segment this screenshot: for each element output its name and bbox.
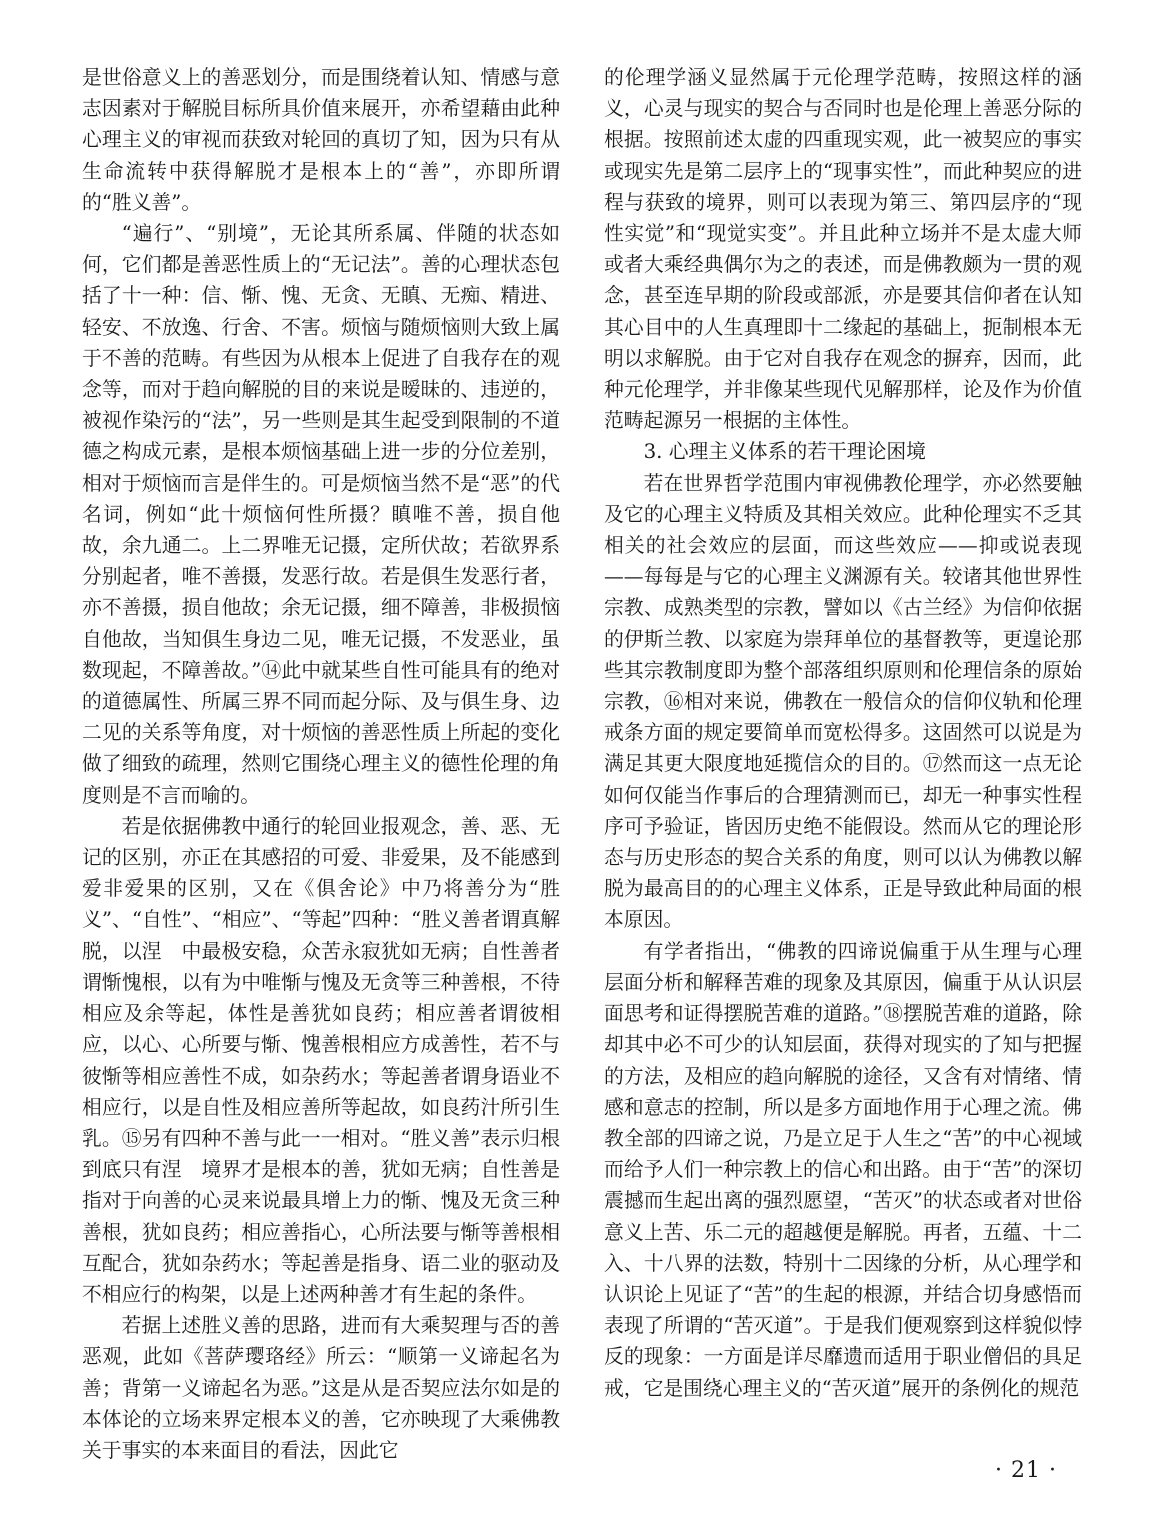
- right-column: [604, 62, 1082, 1404]
- paragraph: 若是依据佛教中通行的轮回业报观念，善、恶、无记的区别，亦正在其感招的可爱、非爱果，及不能感到爱非爱果的区别，又在《俱舍论》中乃将善分为“胜义”、“自性”、“相应”、“等起”四种：“胜义善者谓真解脱，以涅 中最极安稳，众苦永寂犹如无病；自性善者谓惭愧根，以有为中唯惭与愧及无贪等三种善根，不待相应及余等起，体性是善犹如良药；相应善者谓彼相应，以心、心所要与惭、愧善根相应方成善性，若不与彼惭等相应善性不成，如杂药水；等起善者谓身语业不相应行，以是自性及相应善所等起故，如良药汁所引生乳。⑮另有四种不善与此一一相对。“胜义善”表示归根到底只有涅 境界才是根本的善，犹如无病；自性善是指对于向善的心灵来说最具增上力的惭、愧及无贪三种善根，犹如良药；相应善指心，心所法要与惭等善根相互配合，犹如杂药水；等起善是指身、语二业的驱动及不相应行的构架，以是上述两种善才有生起的条件。: [82, 814, 560, 1306]
- section-heading: 3. 心理主义体系的若干理论困境: [643, 440, 926, 464]
- left-column: [82, 62, 560, 1466]
- paragraph: 的伦理学涵义显然属于元伦理学范畴，按照这样的涵义，心灵与现实的契合与否同时也是伦理上善恶分际的根据。按照前述太虚的四重现实观，此一被契应的事实或现实先是第二层序上的“现事实性”，而此种契应的进程与获致的境界，则可以表现为第三、第四层序的“现性实觉”和“现觉实变”。并且此种立场并不是太虚大师或者大乘经典偶尔为之的表述，而是佛教颇为一贯的观念，甚至连早期的阶段或部派，亦是要其信仰者在认知其心目中的人生真理即十二缘起的基础上，扼制根本无明以求解脱。由于它对自我存在观念的摒弃，因而，此种元伦理学，并非像某些现代见解那样，论及作为价值范畴起源另一根据的主体性。: [604, 66, 1082, 433]
- paragraph: 若据上述胜义善的思路，进而有大乘契理与否的善恶观，此如《菩萨璎珞经》所云：“顺第一义谛起名为善；背第一义谛起名为恶。”这是从是否契应法尔如是的本体论的立场来界定根本义的善，它亦映现了大乘佛教关于事实的本来面目的看法，因此它: [82, 1314, 560, 1462]
- paragraph: 若在世界哲学范围内审视佛教伦理学，亦必然要触及它的心理主义特质及其相关效应。此种伦理实不乏其相关的社会效应的层面，而这些效应——抑或说表现——每每是与它的心理主义渊源有关。较诸其他世界性宗教、成熟类型的宗教，譬如以《古兰经》为信仰依据的伊斯兰教、以家庭为崇拜单位的基督教等，更遑论那些其宗教制度即为整个部落组织原则和伦理信条的原始宗教，⑯相对来说，佛教在一般信众的信仰仪轨和伦理戒条方面的规定要简单而宽松得多。这固然可以说是为满足其更大限度地延揽信众的目的。⑰然而这一点无论如何仅能当作事后的合理猜测而已，却无一种事实性程序可予验证，皆因历史绝不能假设。然而从它的理论形态与历史形态的契合关系的角度，则可以认为佛教以解脱为最高目的的心理主义体系，正是导致此种局面的根本原因。: [604, 471, 1082, 932]
- paragraph: 有学者指出，“佛教的四谛说偏重于从生理与心理层面分析和解释苦难的现象及其原因，偏重于从认识层面思考和证得摆脱苦难的道路。”⑱摆脱苦难的道路，除却其中必不可少的认知层面，获得对现实的了知与把握的方法，及相应的趋向解脱的途径，又含有对情绪、情感和意志的控制，所以是多方面地作用于心理之流。佛教全部的四谛之说，乃是立足于人生之“苦”的中心视域而给予人们一种宗教上的信心和出路。由于“苦”的深切震撼而生起出离的强烈愿望，“苦灭”的状态或者对世俗意义上苦、乐二元的超越便是解脱。再者，五蕴、十二入、十八界的法数，特别十二因缘的分析，从心理学和认识论上见证了“苦”的生起的根源，并结合切身感悟而表现了所谓的“苦灭道”。于是我们便观察到这样貌似悖反的现象：一方面是详尽靡遗而适用于职业僧侣的具足戒，它是围绕心理主义的“苦灭道”展开的条例化的规范: [604, 939, 1082, 1400]
- paragraph: 是世俗意义上的善恶划分，而是围绕着认知、情感与意志因素对于解脱目标所具价值来展开，亦希望藉由此种心理主义的审视而获致对轮回的真切了知，因为只有从生命流转中获得解脱才是根本上的“善”，亦即所谓的“胜义善”。: [82, 66, 560, 214]
- paragraph: “遍行”、“别境”，无论其所系属、伴随的状态如何，它们都是善恶性质上的“无记法”。善的心理状态包括了十一种：信、惭、愧、无贪、无瞋、无痴、精进、轻安、不放逸、行舍、不害。烦恼与随烦恼则大致上属于不善的范畴。有些因为从根本上促进了自我存在的观念等，而对于趋向解脱的目的来说是暧昧的、违逆的，被视作染污的“法”，另一些则是其生起受到限制的不道德之构成元素，是根本烦恼基础上进一步的分位差别，相对于烦恼而言是伴生的。可是烦恼当然不是“恶”的代名词，例如“此十烦恼何性所摄？瞋唯不善，损自他故，余九通二。上二界唯无记摄，定所伏故；若欲界系分别起者，唯不善摄，发恶行故。若是俱生发恶行者，亦不善摄，损自他故；余无记摄，细不障善，非极损恼自他故，当知俱生身边二见，唯无记摄，不发恶业，虽数现起，不障善故。”⑭此中就某些自性可能具有的绝对的道德属性、所属三界不同而起分际、及与俱生身、边二见的关系等角度，对十烦恼的善恶性质上所起的变化做了细致的疏理，然则它围绕心理主义的德性伦理的角度则是不言而喻的。: [82, 222, 560, 807]
- page-number: · 21 ·: [995, 1458, 1057, 1483]
